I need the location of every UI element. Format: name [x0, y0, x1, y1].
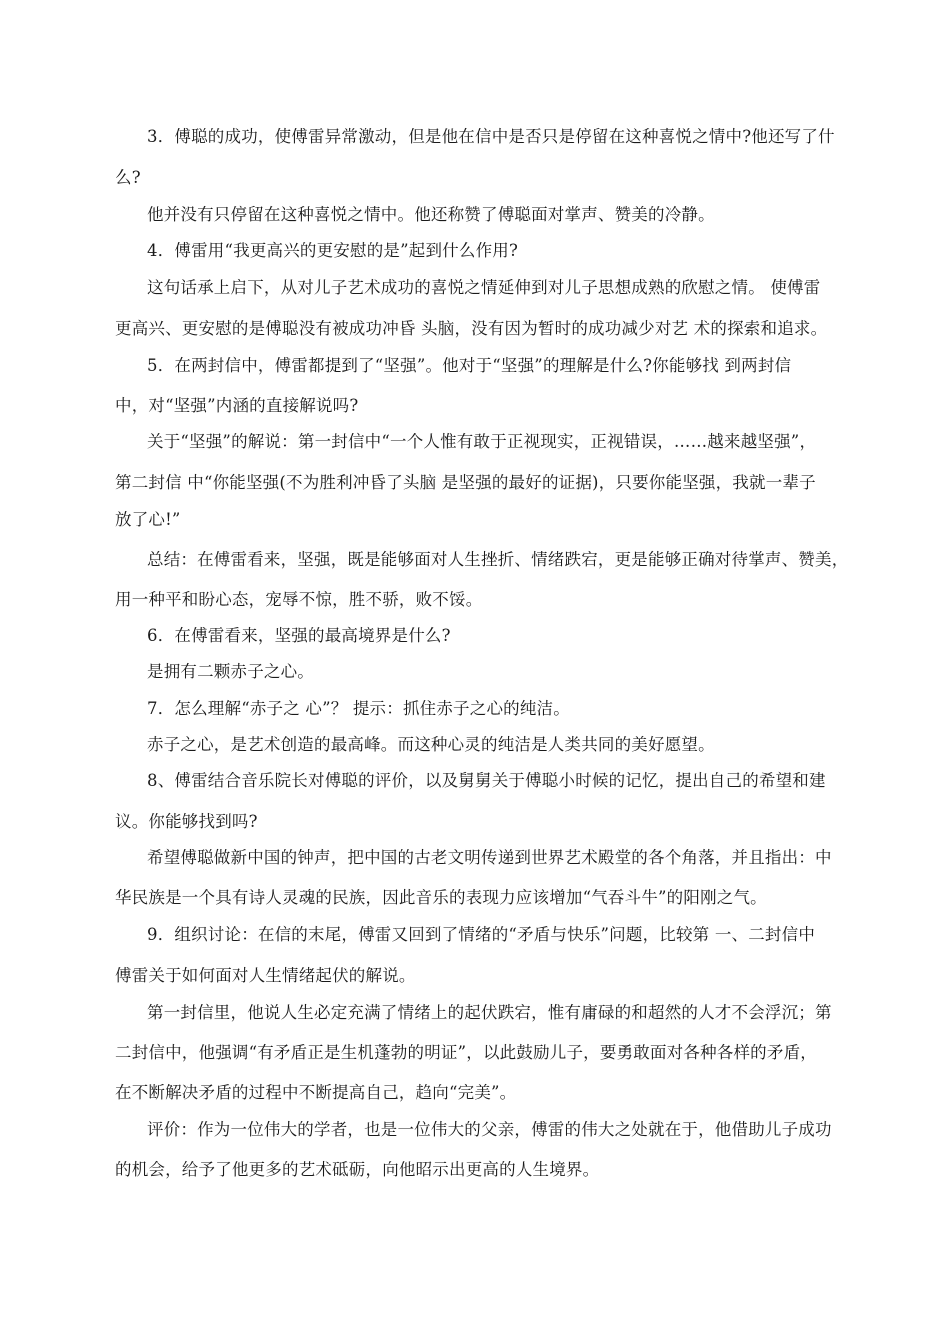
question-5-line-1: 5．在两封信中，傅雷都提到了“坚强”。他对于“坚强”的理解是什么?你能够找 到两封信: [147, 356, 792, 375]
question-9-line-1: 9．组织讨论：在信的末尾，傅雷又回到了情绪的“矛盾与快乐”问题，比较第 一、二封信中: [147, 925, 816, 944]
answer-3: 他并没有只停留在这种喜悦之情中。他还称赞了傅聪面对掌声、赞美的冷静。: [147, 205, 715, 224]
answer-8-line-1: 希望傅聪做新中国的钟声，把中国的古老文明传递到世界艺术殿堂的各个角落，并且指出：中: [147, 848, 832, 867]
summary-line-1: 总结：在傅雷看来，坚强，既是能够面对人生挫折、情绪跌宕，更是能够正确对待掌声、赞美，: [147, 550, 849, 569]
answer-8-line-2: 华民族是一个具有诗人灵魂的民族，因此音乐的表现力应该增加“气吞斗牛”的阳刚之气。: [115, 888, 767, 907]
question-8-line-2: 议。你能够找到吗?: [115, 812, 258, 831]
answer-4-line-1: 这句话承上启下，从对儿子艺术成功的喜悦之情延伸到对儿子思想成熟的欣慰之情。 使傅雷: [147, 278, 821, 297]
question-7: 7．怎么理解“赤子之 心”？ 提示：抓住赤子之心的纯洁。: [147, 699, 570, 718]
question-8-line-1: 8、傅雷结合音乐院长对傅聪的评价，以及舅舅关于傅聪小时候的记忆，提出自己的希望和建: [147, 771, 826, 790]
answer-5-line-1: 关于“坚强”的解说：第一封信中“一个人惟有敢于正视现实，正视错误，……越来越坚强”，: [147, 432, 817, 451]
question-9-line-2: 傅雷关于如何面对人生情绪起伏的解说。: [115, 966, 416, 985]
answer-4-line-2: 更高兴、更安慰的是傅聪没有被成功冲昏 头脑，没有因为暂时的成功减少对艺 术的探索和追求。: [115, 319, 828, 338]
evaluation-line-1: 评价：作为一位伟大的学者，也是一位伟大的父亲，傅雷的伟大之处就在于，他借助儿子成功: [147, 1120, 832, 1139]
question-5-line-2: 中，对“坚强”内涵的直接解说吗?: [115, 396, 359, 415]
answer-9-line-3: 在不断解决矛盾的过程中不断提高自己，趋向“完美”。: [115, 1083, 517, 1102]
answer-9-line-2: 二封信中，他强调“有矛盾正是生机蓬勃的明证”，以此鼓励儿子，要勇敢面对各种各样的矛盾，: [115, 1043, 817, 1062]
question-3-line-1: 3．傅聪的成功，使傅雷异常激动，但是他在信中是否只是停留在这种喜悦之情中?他还写了什: [147, 127, 835, 146]
answer-5-line-2: 第二封信 中“你能坚强(不为胜利冲昏了头脑 是坚强的最好的证据)，只要你能坚强，我就一辈子: [115, 473, 816, 492]
answer-6: 是拥有二颗赤子之心。: [147, 662, 314, 681]
answer-9-line-1: 第一封信里，他说人生必定充满了情绪上的起伏跌宕，惟有庸碌的和超然的人才不会浮沉；第: [147, 1003, 832, 1022]
evaluation-line-2: 的机会，给予了他更多的艺术砥砺，向他昭示出更高的人生境界。: [115, 1160, 600, 1179]
question-6: 6．在傅雷看来，坚强的最高境界是什么?: [147, 626, 451, 645]
answer-7: 赤子之心，是艺术创造的最高峰。而这种心灵的纯洁是人类共同的美好愿望。: [147, 735, 715, 754]
question-4: 4．傅雷用“我更高兴的更安慰的是”起到什么作用?: [147, 241, 519, 260]
summary-line-2: 用一种平和盼心态，宠辱不惊，胜不骄，败不馁。: [115, 590, 483, 609]
answer-5-line-3: 放了心!”: [115, 510, 181, 529]
question-3-line-2: 么?: [115, 168, 141, 187]
